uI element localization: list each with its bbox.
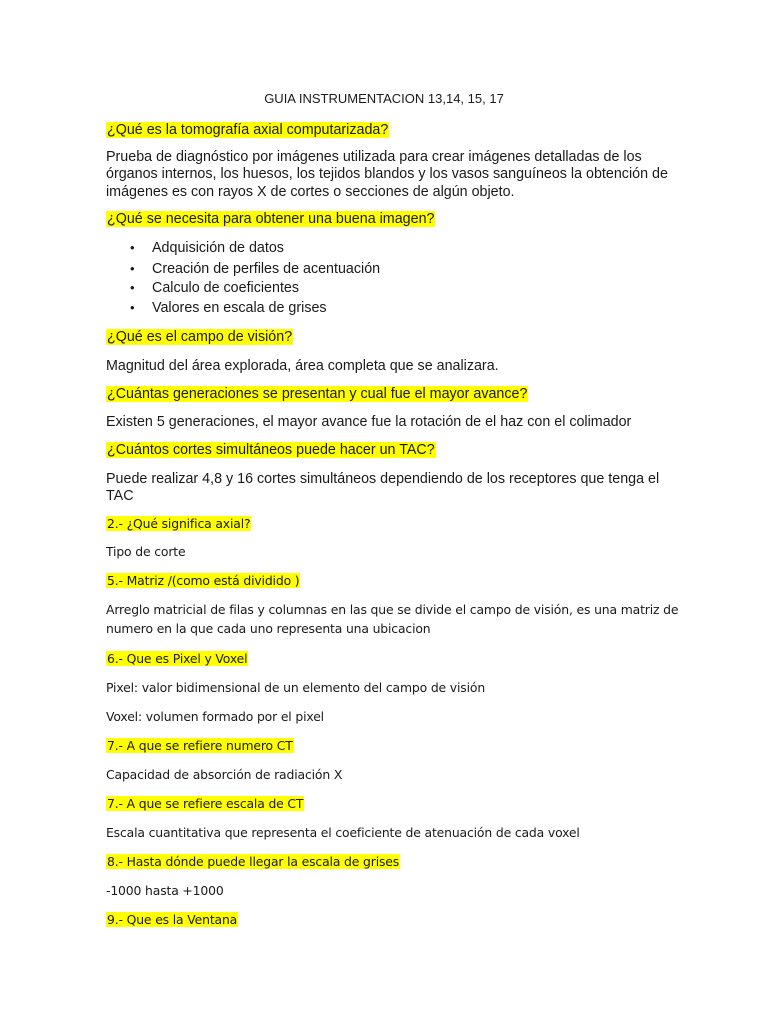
- list-item: Valores en escala de grises: [152, 300, 327, 316]
- answer-text: Capacidad de absorción de radiación X: [106, 767, 343, 782]
- answer-text: -1000 hasta +1000: [106, 883, 224, 898]
- question-heading: ¿Cuántas generaciones se presentan y cual fue el mayor avance?: [107, 386, 528, 402]
- question-heading: 7.- A que se refiere numero CT: [107, 738, 293, 753]
- bullet-icon: •: [130, 240, 135, 255]
- answer-text: numero en la que cada uno representa una ubicacion: [106, 621, 431, 636]
- question-heading: 5.- Matriz /(como está dividido ): [107, 573, 300, 588]
- answer-text: Voxel: volumen formado por el pixel: [106, 709, 324, 724]
- answer-text: Prueba de diagnóstico por imágenes utilizada para crear imágenes detalladas de los: [106, 149, 642, 165]
- bullet-icon: •: [130, 300, 135, 315]
- list-item: Calculo de coeficientes: [152, 280, 300, 296]
- answer-text: imágenes es con rayos X de cortes o secciones de algún objeto.: [106, 184, 515, 200]
- bullet-icon: •: [130, 261, 135, 276]
- question-heading: ¿Qué es la tomografía axial computarizada?: [107, 122, 389, 138]
- question-heading: 7.- A que se refiere escala de CT: [107, 796, 304, 811]
- question-heading: ¿Qué es el campo de visión?: [107, 329, 293, 345]
- question-heading: 6.- Que es Pixel y Voxel: [107, 651, 248, 666]
- answer-text: Existen 5 generaciones, el mayor avance fue la rotación de el haz con el colimador: [106, 414, 632, 430]
- answer-text: Magnitud del área explorada, área completa que se analizara.: [106, 358, 499, 374]
- answer-text: Tipo de corte: [106, 544, 186, 559]
- document-title: GUIA INSTRUMENTACION 13,14, 15, 17: [264, 91, 504, 106]
- question-heading: ¿Cuántos cortes simultáneos puede hacer un TAC?: [107, 442, 435, 458]
- question-heading: 2.- ¿Qué significa axial?: [107, 516, 251, 531]
- answer-text: Escala cuantitativa que representa el coeficiente de atenuación de cada voxel: [106, 825, 580, 840]
- bullet-icon: •: [130, 280, 135, 295]
- answer-text: Pixel: valor bidimensional de un elemento del campo de visión: [106, 680, 486, 695]
- list-item: Creación de perfiles de acentuación: [152, 261, 381, 277]
- list-item: Adquisición de datos: [152, 240, 284, 256]
- answer-text: TAC: [106, 488, 134, 504]
- question-heading: 9.- Que es la Ventana: [107, 912, 238, 927]
- answer-text: órganos internos, los huesos, los tejidos blandos y los vasos sanguíneos la obtención de: [106, 166, 668, 182]
- answer-text: Arreglo matricial de filas y columnas en las que se divide el campo de visión, es una matriz de: [106, 602, 679, 617]
- answer-text: Puede realizar 4,8 y 16 cortes simultáneos dependiendo de los receptores que tenga el: [106, 471, 660, 487]
- question-heading: ¿Qué se necesita para obtener una buena imagen?: [107, 211, 435, 227]
- question-heading: 8.- Hasta dónde puede llegar la escala de grises: [107, 854, 400, 869]
